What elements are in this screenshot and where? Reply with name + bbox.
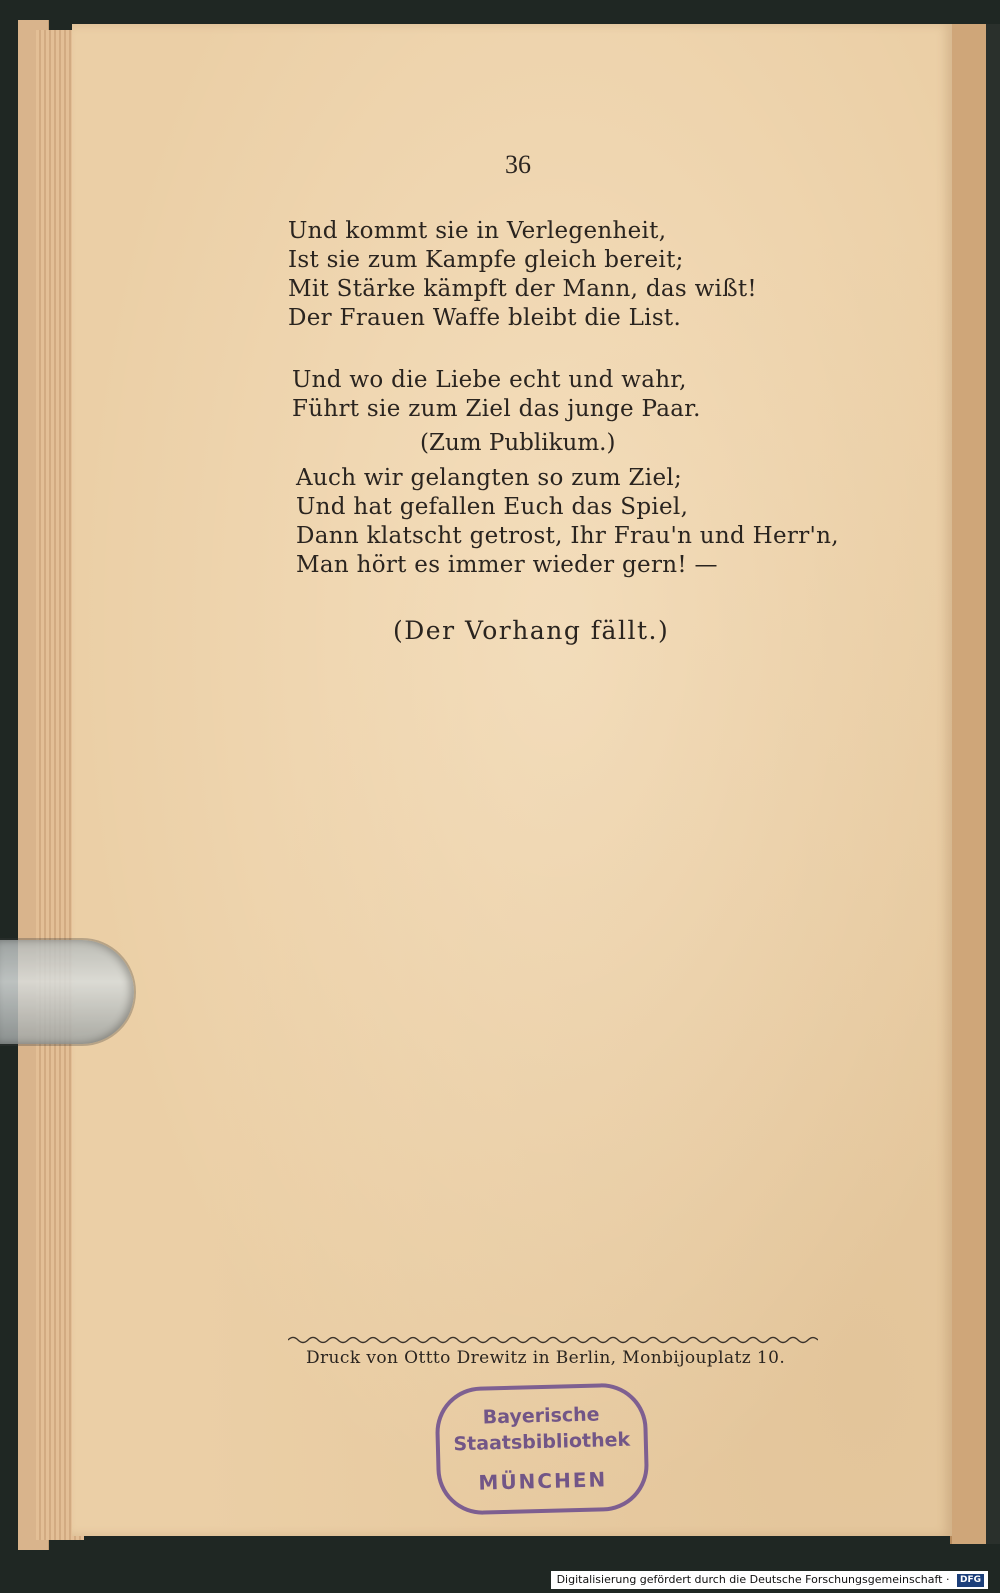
stage-direction-audience: (Zum Publikum.) <box>420 430 616 456</box>
book-cover-right <box>950 24 1000 1544</box>
verse-line: Der Frauen Waffe bleibt die List. <box>288 305 682 331</box>
printer-imprint: Druck von Ottto Drewitz in Berlin, Monbijouplatz 10. <box>306 1348 786 1368</box>
dfg-logo-icon: DFG <box>957 1574 984 1587</box>
stanza-1 <box>288 217 757 333</box>
stanza-2 <box>292 366 701 424</box>
verse-line: Dann klatscht getrost, Ihr Frau'n und Herr'n, <box>296 523 839 549</box>
page-number: 36 <box>505 150 531 179</box>
verse-line: Und kommt sie in Verlegenheit, <box>288 218 667 244</box>
footer-text: Digitalisierung gefördert durch die Deutsche Forschungsgemeinschaft · <box>556 1573 950 1586</box>
book-spine <box>986 24 1000 1544</box>
verse-line: Ist sie zum Kampfe gleich bereit; <box>288 247 684 273</box>
stanza-3 <box>296 464 839 580</box>
verse-line: Mit Stärke kämpft der Mann, das wißt! <box>288 276 757 302</box>
stage-direction-curtain: (Der Vorhang fällt.) <box>393 616 670 645</box>
digitization-footer <box>551 1571 988 1589</box>
verse-line: Und wo die Liebe echt und wahr, <box>292 367 687 393</box>
stamp-line-2: Staatsbibliothek <box>453 1428 631 1456</box>
stamp-line-1: Bayerische <box>482 1403 600 1429</box>
library-stamp <box>434 1382 649 1516</box>
verse-line: Auch wir gelangten so zum Ziel; <box>296 465 683 491</box>
verse-line: Führt sie zum Ziel das junge Paar. <box>292 396 701 422</box>
verse-line: Man hört es immer wieder gern! — <box>296 552 718 578</box>
stamp-line-3: MÜNCHEN <box>478 1467 608 1495</box>
wavy-rule <box>288 1335 818 1345</box>
page-clip <box>0 940 134 1044</box>
verse-line: Und hat gefallen Euch das Spiel, <box>296 494 689 520</box>
